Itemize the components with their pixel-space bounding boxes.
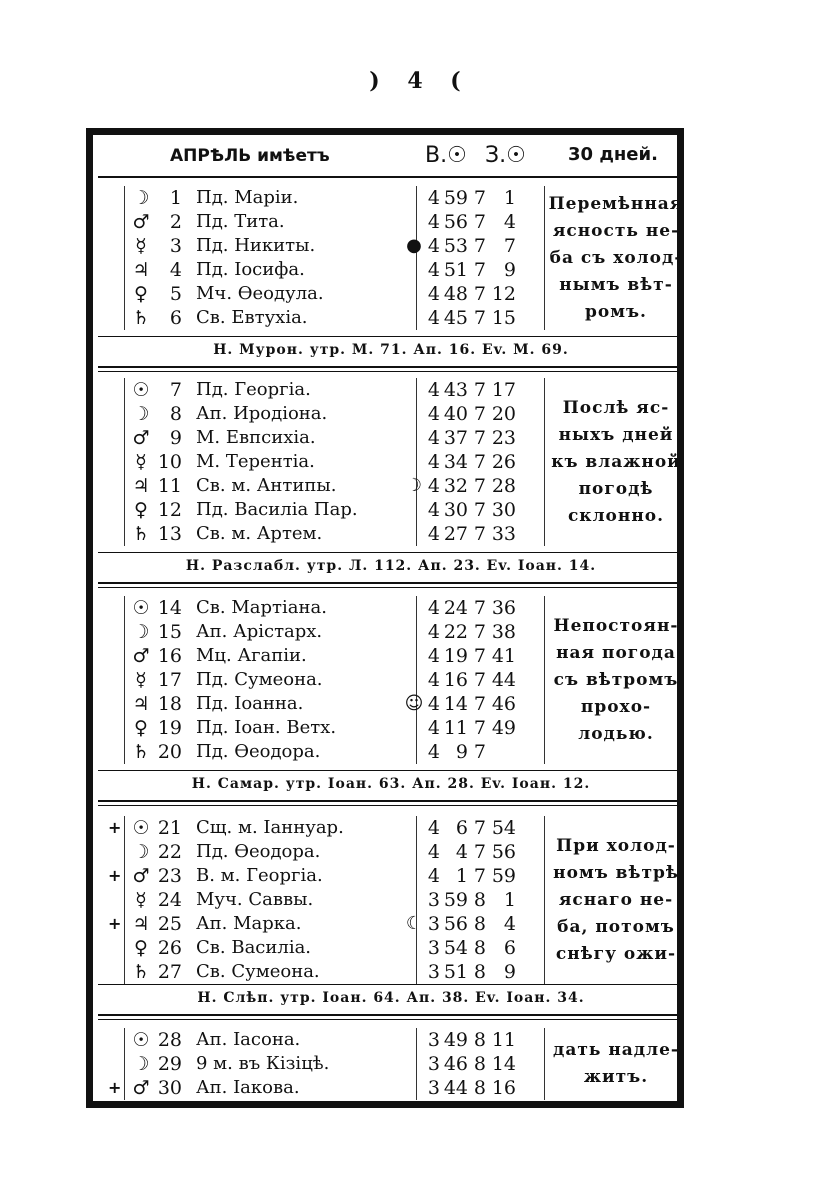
saint-name: Мч. Ѳеодула. — [196, 283, 324, 304]
day-number: 14 — [157, 597, 182, 619]
sunset-hour: 7 — [473, 841, 486, 863]
day-row — [0, 258, 840, 282]
weather-line: склонно. — [567, 505, 665, 526]
jupiter-icon: ♃ — [132, 693, 150, 715]
sunset-hour: 7 — [473, 693, 486, 715]
sunrise-hour: 4 — [427, 427, 440, 449]
sunset-minute: 14 — [491, 1053, 516, 1075]
sunrise-minute: 1 — [455, 865, 468, 887]
weather-line: ба, потомъ — [557, 916, 675, 937]
saturn-icon: ♄ — [132, 307, 150, 329]
jupiter-icon: ♃ — [132, 475, 150, 497]
saint-name: Ап. Арістарх. — [196, 621, 323, 642]
day-row — [0, 864, 840, 888]
weather-line: житъ. — [583, 1067, 649, 1087]
sunrise-minute: 14 — [443, 693, 468, 715]
sunrise-hour: 4 — [427, 717, 440, 739]
sunrise-minute: 40 — [443, 403, 468, 425]
sunrise-minute: 49 — [443, 1029, 468, 1051]
day-number: 16 — [157, 645, 182, 667]
weather-line: Непостоян- — [553, 615, 679, 636]
sunset-minute: 56 — [491, 841, 516, 863]
week-divider — [98, 582, 684, 584]
gospel-reading: Н. Разслабл. утр. Л. 112. Ап. 23. Ev. Іоан. 14. — [185, 558, 597, 574]
saint-name: Пд. Іоанна. — [196, 693, 304, 714]
sunset-hour: 7 — [473, 717, 486, 739]
sunrise-minute: 51 — [443, 259, 468, 281]
sunset-hour: 7 — [473, 475, 486, 497]
sunrise-hour: 4 — [427, 235, 440, 257]
sunrise-hour: 4 — [427, 669, 440, 691]
sunset-hour: 7 — [473, 211, 486, 233]
sun-icon: ☉ — [132, 1029, 150, 1051]
saint-name: Пд. Ѳеодора. — [196, 841, 321, 862]
day-number: 12 — [157, 499, 182, 521]
mercury-icon: ☿ — [135, 669, 147, 691]
sunset-minute: 44 — [491, 669, 516, 691]
sunrise-hour: 4 — [427, 841, 440, 863]
gospel-reading: Н. Самар. утр. Іоан. 63. Ап. 28. Ev. Іоан. 12. — [191, 776, 591, 792]
sunset-hour: 7 — [473, 187, 486, 209]
day-row — [0, 522, 840, 546]
day-row — [0, 210, 840, 234]
day-number: 25 — [157, 913, 182, 935]
mars-icon: ♂ — [132, 865, 150, 887]
sunrise-minute: 16 — [443, 669, 468, 691]
week-top-rule — [98, 336, 684, 337]
saint-name: Ап. Іасона. — [196, 1029, 301, 1050]
venus-icon: ♀ — [134, 717, 148, 739]
saint-name: Св. м. Антипы. — [196, 475, 337, 496]
moon-icon: ☽ — [132, 403, 150, 425]
sunset-hour: 8 — [473, 961, 486, 983]
weather-forecast — [546, 395, 686, 530]
sunrise-hour: 3 — [427, 937, 440, 959]
weather-line: яснаго не- — [558, 889, 674, 910]
week-top-rule — [98, 984, 684, 985]
day-row — [0, 840, 840, 864]
sunrise-minute: 46 — [443, 1053, 468, 1075]
sunset-minute: 23 — [491, 427, 516, 449]
venus-icon: ♀ — [134, 937, 148, 959]
sunrise-minute: 24 — [443, 597, 468, 619]
sunset-hour: 7 — [473, 865, 486, 887]
week-divider-thin — [98, 805, 684, 806]
day-number: 11 — [157, 475, 182, 497]
sunset-minute: 7 — [503, 235, 516, 257]
day-number: 19 — [157, 717, 182, 739]
sunset-minute: 16 — [491, 1077, 516, 1099]
sunset-hour: 7 — [473, 741, 486, 763]
week-divider — [98, 800, 684, 802]
moon-icon: ☽ — [132, 187, 150, 209]
day-number: 1 — [169, 187, 182, 209]
week-divider-thin — [98, 587, 684, 588]
week-divider — [98, 1014, 684, 1016]
day-number: 23 — [157, 865, 182, 887]
sunrise-hour: 3 — [427, 889, 440, 911]
day-number: 21 — [157, 817, 182, 839]
mercury-icon: ☿ — [135, 889, 147, 911]
sunrise-minute: 56 — [443, 211, 468, 233]
weather-line: номъ вѣтрѣ — [553, 862, 679, 883]
day-row — [0, 450, 840, 474]
sunset-minute: 9 — [503, 259, 516, 281]
saint-name: Пд. Маріи. — [196, 187, 299, 208]
sunset-hour: 8 — [473, 889, 486, 911]
sunset-hour: 7 — [473, 235, 486, 257]
sunset-minute: 1 — [503, 889, 516, 911]
day-row — [0, 596, 840, 620]
month-title: АПРѢЛЬ имѣетъ — [170, 146, 330, 166]
sunset-hour: 7 — [473, 523, 486, 545]
mercury-icon: ☿ — [135, 451, 147, 473]
sunset-minute: 41 — [491, 645, 516, 667]
saint-name: Пд. Тита. — [196, 211, 285, 232]
sunset-hour: 8 — [473, 1029, 486, 1051]
sunset-minute: 1 — [503, 187, 516, 209]
moon-icon: ☽ — [132, 1053, 150, 1075]
sunrise-minute: 37 — [443, 427, 468, 449]
sunset-minute: 59 — [491, 865, 516, 887]
sunrise-header: В.☉ — [425, 143, 467, 168]
weather-line: ясность не- — [552, 220, 680, 241]
day-number: 5 — [169, 283, 182, 305]
saturn-icon: ♄ — [132, 741, 150, 763]
day-row — [0, 378, 840, 402]
day-number: 8 — [169, 403, 182, 425]
sunrise-hour: 3 — [427, 961, 440, 983]
sunrise-hour: 4 — [427, 379, 440, 401]
weather-line: ромъ. — [585, 301, 647, 322]
weather-forecast — [546, 613, 686, 748]
day-row — [0, 498, 840, 522]
sunrise-minute: 19 — [443, 645, 468, 667]
sunrise-hour: 3 — [427, 1053, 440, 1075]
first-quarter-icon: ☽ — [405, 475, 423, 496]
weather-line: ная погода — [556, 642, 676, 663]
weather-line: Перемѣнная — [548, 193, 684, 214]
jupiter-icon: ♃ — [132, 913, 150, 935]
sunset-hour: 7 — [473, 645, 486, 667]
day-row — [0, 960, 840, 984]
sunset-hour: 7 — [473, 307, 486, 329]
weather-line: лодью. — [578, 723, 654, 744]
sunrise-minute: 34 — [443, 451, 468, 473]
saint-name: Пд. Сумеона. — [196, 669, 323, 690]
saint-name: Св. Евтухіа. — [196, 307, 308, 328]
day-number: 20 — [157, 741, 182, 763]
sunrise-hour: 4 — [427, 283, 440, 305]
sunset-hour: 7 — [473, 451, 486, 473]
day-number: 17 — [157, 669, 182, 691]
day-number: 2 — [169, 211, 182, 233]
sunset-minute: 11 — [491, 1029, 516, 1051]
sunset-minute: 28 — [491, 475, 516, 497]
saint-name: В. м. Георгіа. — [196, 865, 323, 886]
jupiter-icon: ♃ — [132, 259, 150, 281]
sunrise-minute: 27 — [443, 523, 468, 545]
day-number: 7 — [169, 379, 182, 401]
sunset-hour: 7 — [473, 621, 486, 643]
week-divider-thin — [98, 371, 684, 372]
sunrise-hour: 3 — [427, 1029, 440, 1051]
header-rule — [98, 176, 684, 178]
day-row — [0, 716, 840, 740]
weather-line: къ влажной — [551, 451, 681, 472]
sunset-hour: 7 — [473, 379, 486, 401]
sunrise-minute: 32 — [443, 475, 468, 497]
weather-line: дать надле- — [553, 1040, 679, 1060]
sunset-minute: 4 — [503, 211, 516, 233]
sunset-minute: 17 — [491, 379, 516, 401]
sunrise-hour: 3 — [427, 1077, 440, 1099]
saint-name: Св. Василіа. — [196, 937, 312, 958]
sunrise-hour: 4 — [427, 307, 440, 329]
weather-line: ныхъ дней — [558, 424, 674, 445]
sunrise-minute: 43 — [443, 379, 468, 401]
sunrise-hour: 4 — [427, 693, 440, 715]
day-number: 4 — [169, 259, 182, 281]
sunrise-hour: 4 — [427, 865, 440, 887]
sunrise-minute: 44 — [443, 1077, 468, 1099]
sunrise-minute: 22 — [443, 621, 468, 643]
sunset-minute: 49 — [491, 717, 516, 739]
sunrise-minute: 48 — [443, 283, 468, 305]
sunrise-minute: 51 — [443, 961, 468, 983]
weather-line: ба съ холод- — [549, 247, 683, 268]
sunrise-hour: 4 — [427, 259, 440, 281]
day-row — [0, 306, 840, 330]
sunset-hour: 8 — [473, 1077, 486, 1099]
saint-name: Мц. Агапіи. — [196, 645, 307, 666]
saint-name: Ап. Иродіона. — [196, 403, 328, 424]
sunrise-hour: 4 — [427, 817, 440, 839]
day-row — [0, 1052, 840, 1076]
week-divider — [98, 366, 684, 368]
sunset-minute: 4 — [503, 913, 516, 935]
day-row — [0, 740, 840, 764]
sunset-hour: 7 — [473, 283, 486, 305]
day-row — [0, 620, 840, 644]
sunrise-hour: 4 — [427, 741, 440, 763]
sunrise-minute: 53 — [443, 235, 468, 257]
day-number: 27 — [157, 961, 182, 983]
day-number: 29 — [157, 1053, 182, 1075]
mars-icon: ♂ — [132, 211, 150, 233]
day-number: 22 — [157, 841, 182, 863]
saint-name: Пд. Никиты. — [196, 235, 316, 256]
sunset-hour: 7 — [473, 403, 486, 425]
days-count: 30 дней. — [568, 144, 658, 165]
sunrise-minute: 56 — [443, 913, 468, 935]
sunrise-minute: 11 — [443, 717, 468, 739]
day-row — [0, 668, 840, 692]
day-number: 13 — [157, 523, 182, 545]
weather-line: Послѣ яс- — [562, 397, 670, 418]
saint-name: Пд. Василіа Пар. — [196, 499, 358, 520]
saint-name: Пд. Іоан. Ветх. — [196, 717, 337, 738]
sunset-minute: 26 — [491, 451, 516, 473]
saint-name: Пд. Іосифа. — [196, 259, 305, 280]
weather-line: нымъ вѣт- — [559, 274, 673, 295]
week-divider-thin — [98, 1019, 684, 1020]
weather-line: При холод- — [556, 835, 676, 856]
day-row — [0, 474, 840, 498]
sunrise-minute: 54 — [443, 937, 468, 959]
day-number: 15 — [157, 621, 182, 643]
sunrise-minute: 59 — [443, 889, 468, 911]
sunrise-hour: 4 — [427, 523, 440, 545]
sunset-minute: 20 — [491, 403, 516, 425]
day-number: 24 — [157, 889, 182, 911]
sun-icon: ☉ — [132, 817, 150, 839]
day-number: 6 — [169, 307, 182, 329]
sunrise-minute: 45 — [443, 307, 468, 329]
weather-line: съ вѣтромъ — [553, 669, 679, 690]
day-row — [0, 402, 840, 426]
day-row — [0, 936, 840, 960]
sunset-hour: 7 — [473, 817, 486, 839]
sunset-hour: 7 — [473, 499, 486, 521]
day-row — [0, 888, 840, 912]
sunset-hour: 8 — [473, 913, 486, 935]
sunrise-hour: 4 — [427, 403, 440, 425]
sun-icon: ☉ — [132, 597, 150, 619]
venus-icon: ♀ — [134, 283, 148, 305]
moon-icon: ☽ — [132, 621, 150, 643]
sunrise-hour: 4 — [427, 499, 440, 521]
day-row — [0, 1028, 840, 1052]
sunset-hour: 7 — [473, 597, 486, 619]
day-row — [0, 282, 840, 306]
venus-icon: ♀ — [134, 499, 148, 521]
day-row — [0, 912, 840, 936]
sunrise-hour: 4 — [427, 645, 440, 667]
day-row — [0, 426, 840, 450]
day-number: 30 — [157, 1077, 182, 1099]
sunset-minute: 12 — [491, 283, 516, 305]
day-number: 18 — [157, 693, 182, 715]
day-number: 26 — [157, 937, 182, 959]
saturn-icon: ♄ — [132, 523, 150, 545]
sunrise-minute: 6 — [455, 817, 468, 839]
saint-name: Ап. Іакова. — [196, 1077, 300, 1098]
sunset-minute: 54 — [491, 817, 516, 839]
sunrise-minute: 9 — [455, 741, 468, 763]
saint-name: 9 м. въ Кізіцѣ. — [196, 1053, 330, 1074]
day-number: 9 — [169, 427, 182, 449]
page-number: ) 4 ( — [369, 68, 471, 94]
sunset-hour: 8 — [473, 937, 486, 959]
sunrise-hour: 4 — [427, 621, 440, 643]
day-row — [0, 1076, 840, 1100]
saint-name: М. Евпсихіа. — [196, 427, 316, 448]
sunset-minute: 33 — [491, 523, 516, 545]
saint-name: Муч. Саввы. — [196, 889, 314, 910]
sunset-hour: 7 — [473, 669, 486, 691]
sunrise-hour: 3 — [427, 913, 440, 935]
saint-name: Пд. Ѳеодора. — [196, 741, 321, 762]
day-row — [0, 644, 840, 668]
sunset-minute: 36 — [491, 597, 516, 619]
saint-name: Сщ. м. Іаннуар. — [196, 817, 344, 838]
saint-name: Пд. Георгіа. — [196, 379, 311, 400]
day-row — [0, 816, 840, 840]
day-row — [0, 186, 840, 210]
saint-name: Св. Сумеона. — [196, 961, 320, 982]
mercury-icon: ☿ — [135, 235, 147, 257]
sunset-minute: 46 — [491, 693, 516, 715]
saint-name: Св. Мартіана. — [196, 597, 327, 618]
mars-icon: ♂ — [132, 427, 150, 449]
sunset-minute: 6 — [503, 937, 516, 959]
sunrise-hour: 4 — [427, 451, 440, 473]
feast-cross: + — [108, 1078, 122, 1097]
full-moon-icon: ☺ — [404, 693, 424, 714]
new-moon-icon: ● — [406, 235, 422, 256]
sunrise-hour: 4 — [427, 211, 440, 233]
weather-line: погодѣ — [578, 478, 654, 499]
week-top-rule — [98, 552, 684, 553]
sunset-hour: 7 — [473, 427, 486, 449]
sunset-minute: 38 — [491, 621, 516, 643]
mars-icon: ♂ — [132, 1077, 150, 1099]
week-top-rule — [98, 770, 684, 771]
day-number: 3 — [169, 235, 182, 257]
feast-cross: + — [108, 818, 122, 837]
last-quarter-icon: ☾ — [405, 913, 423, 934]
gospel-reading: Н. Мурон. утр. М. 71. Ап. 16. Ev. М. 69. — [213, 342, 569, 358]
weather-line: снѣгу ожи- — [555, 943, 677, 964]
day-number: 10 — [157, 451, 182, 473]
sunset-hour: 7 — [473, 259, 486, 281]
sunrise-hour: 4 — [427, 187, 440, 209]
day-row — [0, 234, 840, 258]
sunset-minute: 9 — [503, 961, 516, 983]
weather-line: прохо- — [580, 696, 652, 717]
day-number: 28 — [157, 1029, 182, 1051]
mars-icon: ♂ — [132, 645, 150, 667]
weather-forecast — [546, 191, 686, 326]
weather-forecast — [546, 1037, 686, 1091]
sunrise-minute: 59 — [443, 187, 468, 209]
sun-icon: ☉ — [132, 379, 150, 401]
saint-name: М. Терентіа. — [196, 451, 315, 472]
feast-cross: + — [108, 914, 122, 933]
sunset-hour: 8 — [473, 1053, 486, 1075]
sunrise-hour: 4 — [427, 475, 440, 497]
day-row — [0, 692, 840, 716]
sunset-header: З.☉ — [485, 143, 526, 168]
sunset-minute: 30 — [491, 499, 516, 521]
saturn-icon: ♄ — [132, 961, 150, 983]
sunrise-minute: 4 — [455, 841, 468, 863]
sunset-minute: 15 — [491, 307, 516, 329]
saint-name: Ап. Марка. — [196, 913, 302, 934]
gospel-reading: Н. Слѣп. утр. Іоан. 64. Ап. 38. Ev. Іоан. 34. — [197, 990, 585, 1006]
feast-cross: + — [108, 866, 122, 885]
sunrise-hour: 4 — [427, 597, 440, 619]
saint-name: Св. м. Артем. — [196, 523, 323, 544]
weather-forecast — [546, 833, 686, 968]
sunrise-minute: 30 — [443, 499, 468, 521]
moon-icon: ☽ — [132, 841, 150, 863]
